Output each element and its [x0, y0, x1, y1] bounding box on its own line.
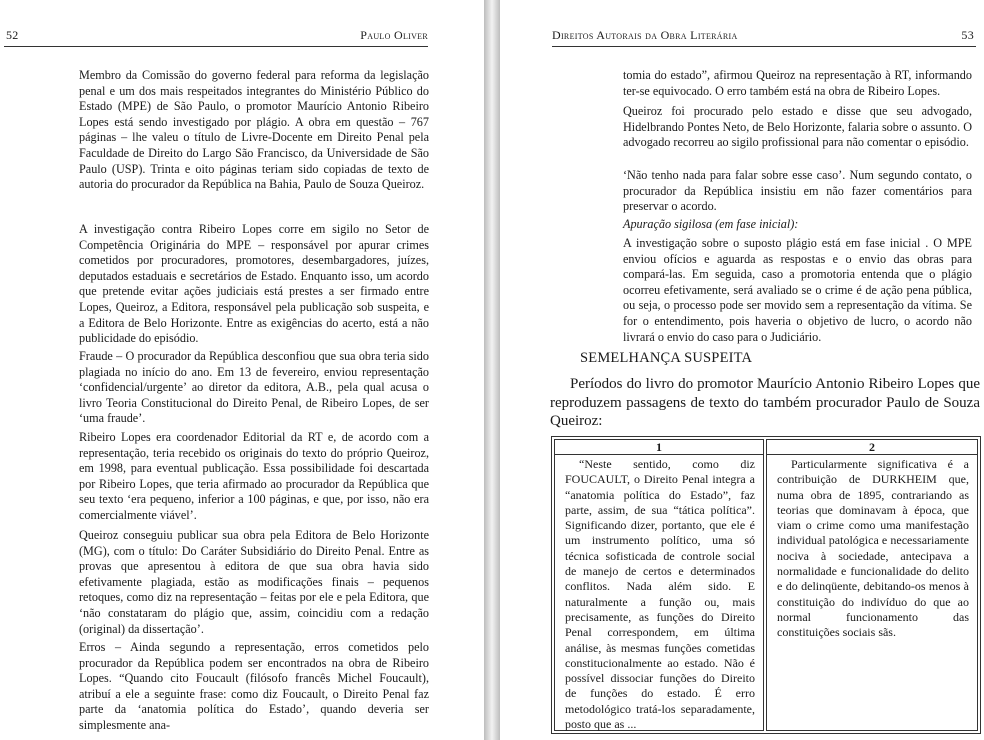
page-number-left: 52	[6, 28, 19, 42]
section-heading: SEMELHANÇA SUSPEITA	[580, 350, 753, 366]
running-head-left: Paulo Oliver	[360, 28, 428, 42]
right-page	[500, 0, 984, 740]
paragraph: A investigação contra Ribeiro Lopes corre em sigilo no Setor de Competência Originária do MPE – responsável por apurar crimes cometidos por procuradores, promotores, desembargadores, juízes, deputados estaduais e secretários de Estado. Enquanto isso, um acordo que pretende evitar ações judiciais está prestes a ser firmado entre Lopes, Queiroz, a Editora, responsável pela publicação sob suspeita, e a Editora de Belo Horizonte. Entre as exigências do acerto, está a não publicidade do episódio.	[79, 222, 429, 346]
table-column-2	[766, 439, 978, 731]
book-gutter	[484, 0, 500, 740]
running-head-right: Direitos Autorais da Obra Literária	[552, 28, 738, 42]
paragraph: Queiroz foi procurado pelo estado e disse que seu advogado, Hidelbrando Pontes Neto, de Belo Horizonte, falaria sobre o assunto. O advogado recorreu ao sigilo profissional para não comentar o episódio.	[623, 104, 972, 150]
paragraph: A investigação sobre o suposto plágio está em fase inicial . O MPE enviou ofícios e aguarda as respostas e o envio das obras para compará-las. Em seguida, caso a promotoria entenda que o plágio ocorreu efetivamente, será avaliado se o crime é de ação pena pública, ou seja, o processo pode ser movido sem a representação da vítima. Se for o entendimento, pois haveria o objetivo de lucro, o acordo não livrará o envio do caso para o Judiciário.	[623, 236, 972, 344]
left-page	[0, 0, 484, 740]
table-intro: Períodos do livro do promotor Maurício Antonio Ribeiro Lopes que reproduzem passagens de texto do também procurador Paulo de Souza Queiroz:	[550, 376, 980, 429]
paragraph: Fraude – O procurador da República desconfiou que sua obra teria sido plagiada no início do ano. Em 13 de fevereiro, enviou representação ‘confidencial/urgente’ ao diretor da editora, A.B., pela qual acusa o livro Teoria Constitucional do Direito Penal, de Ribeiro Lopes, de ser ‘uma fraude’.	[79, 349, 429, 426]
subsection-heading: Apuração sigilosa (em fase inicial):	[623, 217, 799, 231]
header-rule-right	[552, 46, 976, 47]
paragraph: Ribeiro Lopes era coordenador Editorial da RT e, de acordo com a representação, teria recebido os originais do texto do próprio Queiroz, em 1998, para eventual publicação. Essa possibilidade foi descartada por Ribeiro Lopes, que teria afirmado ao procurador da República que seu texto ‘era pequeno, inferior a 100 páginas, e que, por isso, não era comercialmente viável’.	[79, 430, 429, 522]
paragraph: Membro da Comissão do governo federal para reforma da legislação penal e um dos mais respeitados integrantes do Ministério Público do Estado (MPE) de São Paulo, o promotor Maurício Antonio Ribeiro Lopes está sendo investigado por plágio. A obra em questão – 767 páginas – lhe valeu o título de Livre-Docente em Direito Penal pela Faculdade de Direito do Largo São Francisco, da Universidade de São Paulo (USP). Trinta e oito páginas teriam sido copiadas de texto de autoria do procurador da República na Bahia, Paulo de Souza Queiroz.	[79, 68, 429, 192]
table-column-1	[554, 439, 764, 731]
paragraph: tomia do estado”, afirmou Queiroz na representação à RT, informando ter-se equivocado. O erro também está na obra de Ribeiro Lopes.	[623, 68, 972, 98]
column-text: Particularmente significativa é a contribuição de DURKHEIM que, numa obra de 1895, contrariando as teorias que dominavam à época, que viam o crime como uma manifestação individual patológica e necessariamente nociva à sociedade, antecipava a normalidade e funcionalidade do delito e do delinqüente, debitando-os menos à constituição do indivíduo do que ao normal funcionamento das constituições sociais sãs.	[777, 457, 969, 640]
paragraph: ‘Não tenho nada para falar sobre esse caso’. Num segundo contato, o procurador da República insistiu em não fazer comentários para preservar o acordo.	[623, 168, 972, 214]
column-text: “Neste sentido, como diz FOUCAULT, o Direito Penal integra a “anatomia política do Estado”, faz parte, assim, de sua “tática política”. Significando dizer, portanto, que ele é um instrumento político, uma só técnica sofisticada de controle social de manejo de certos e determinados conflitos. Nada além sido. E naturalmente a função ou, mais precisamente, as funções do Direito Penal correspondem, em última análise, às mesmas funções cometidas constitucionalmente ao estado. Não é possível dissociar funções do Direito de funções do estado. É erro metodológico tratá-los separadamente, posto que as ...	[565, 457, 755, 732]
paragraph: Queiroz conseguiu publicar sua obra pela Editora de Belo Horizonte (MG), com o título: Do Caráter Subsidiário do Direito Penal. Entre as provas que apresentou à editora de que sua obra havia sido efetivamente plagiada, estão as modificações finais – pequenos retoques, como diz na representação – feitas por ele e pela Editora, que ‘não constataram do plágio que, assim, coincidiu com a redação (original) da dissertação’.	[79, 528, 429, 636]
column-number: 2	[767, 440, 977, 455]
paragraph: Erros – Ainda segundo a representação, erros cometidos pelo procurador da República podem ser encontrados na obra de Ribeiro Lopes. “Quando cito Foucault (filósofo francês Michel Foucault), atribuí a ele a seguinte frase: como diz Foucault, o Direito Penal faz parte da ‘anatomia política do Estado’, quando deveria ser simplesmente ana-	[79, 640, 429, 732]
header-rule-left	[4, 46, 428, 47]
page-number-right: 53	[961, 28, 974, 42]
comparison-table	[551, 436, 981, 734]
column-number: 1	[555, 440, 763, 455]
